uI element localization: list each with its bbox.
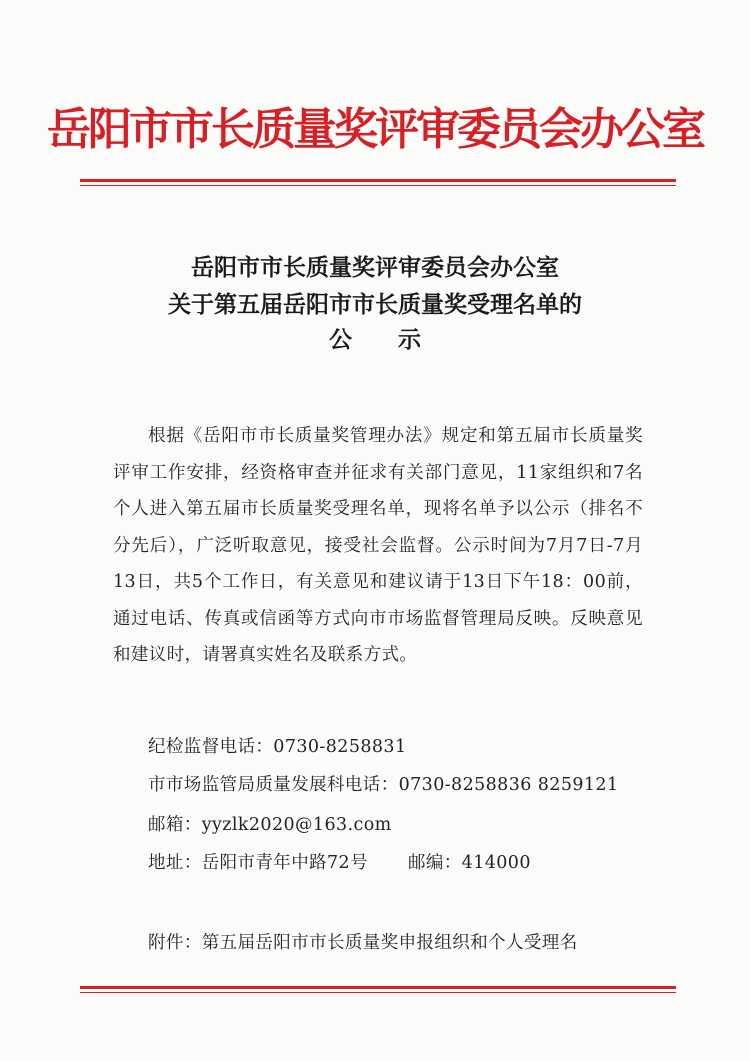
letterhead-divider-thin xyxy=(80,185,676,186)
discipline-phone: 纪检监督电话：0730-8258831 xyxy=(148,737,407,757)
letterhead-divider-thick xyxy=(80,179,676,182)
letterhead-issuer: 岳阳市市长质量奖评审委员会办公室 xyxy=(47,104,703,155)
document-title-line-1: 岳阳市市长质量奖评审委员会办公室 xyxy=(191,254,559,281)
postcode: 邮编：414000 xyxy=(407,853,531,873)
footer-divider-thin xyxy=(80,992,676,993)
footer-divider-thick xyxy=(80,986,676,989)
document-title-line-3: 公示 xyxy=(329,326,467,353)
department-phone: 市市场监管局质量发展科电话：0730-8258836 8259121 xyxy=(148,775,619,795)
address-row xyxy=(148,849,531,877)
address: 地址：岳阳市青年中路72号 xyxy=(148,853,368,873)
attachment-note: 附件：第五届岳阳市市长质量奖申报组织和个人受理名 xyxy=(148,933,578,953)
document-title-line-2: 关于第五届岳阳市市长质量奖受理名单的 xyxy=(168,291,582,318)
announcement-paragraph: 根据《岳阳市市长质量奖管理办法》规定和第五届市长质量奖评审工作安排，经资格审查并征求有关部门意见，11家组织和7名个人进入第五届市长质量奖受理名单，现将名单予以公示（排名不分先后），广泛听取意见，接受社会监督。公示时间为7月7日-7月13日，共5个工作日，有关意见和建议请于13日下午18：00前，通过电话、传真或信函等方式向市市场监督管理局反映。反映意见和建议时，请署真实姓名及联系方式。 xyxy=(113,426,643,665)
email: 邮箱：yyzlk2020@163.com xyxy=(148,815,392,835)
